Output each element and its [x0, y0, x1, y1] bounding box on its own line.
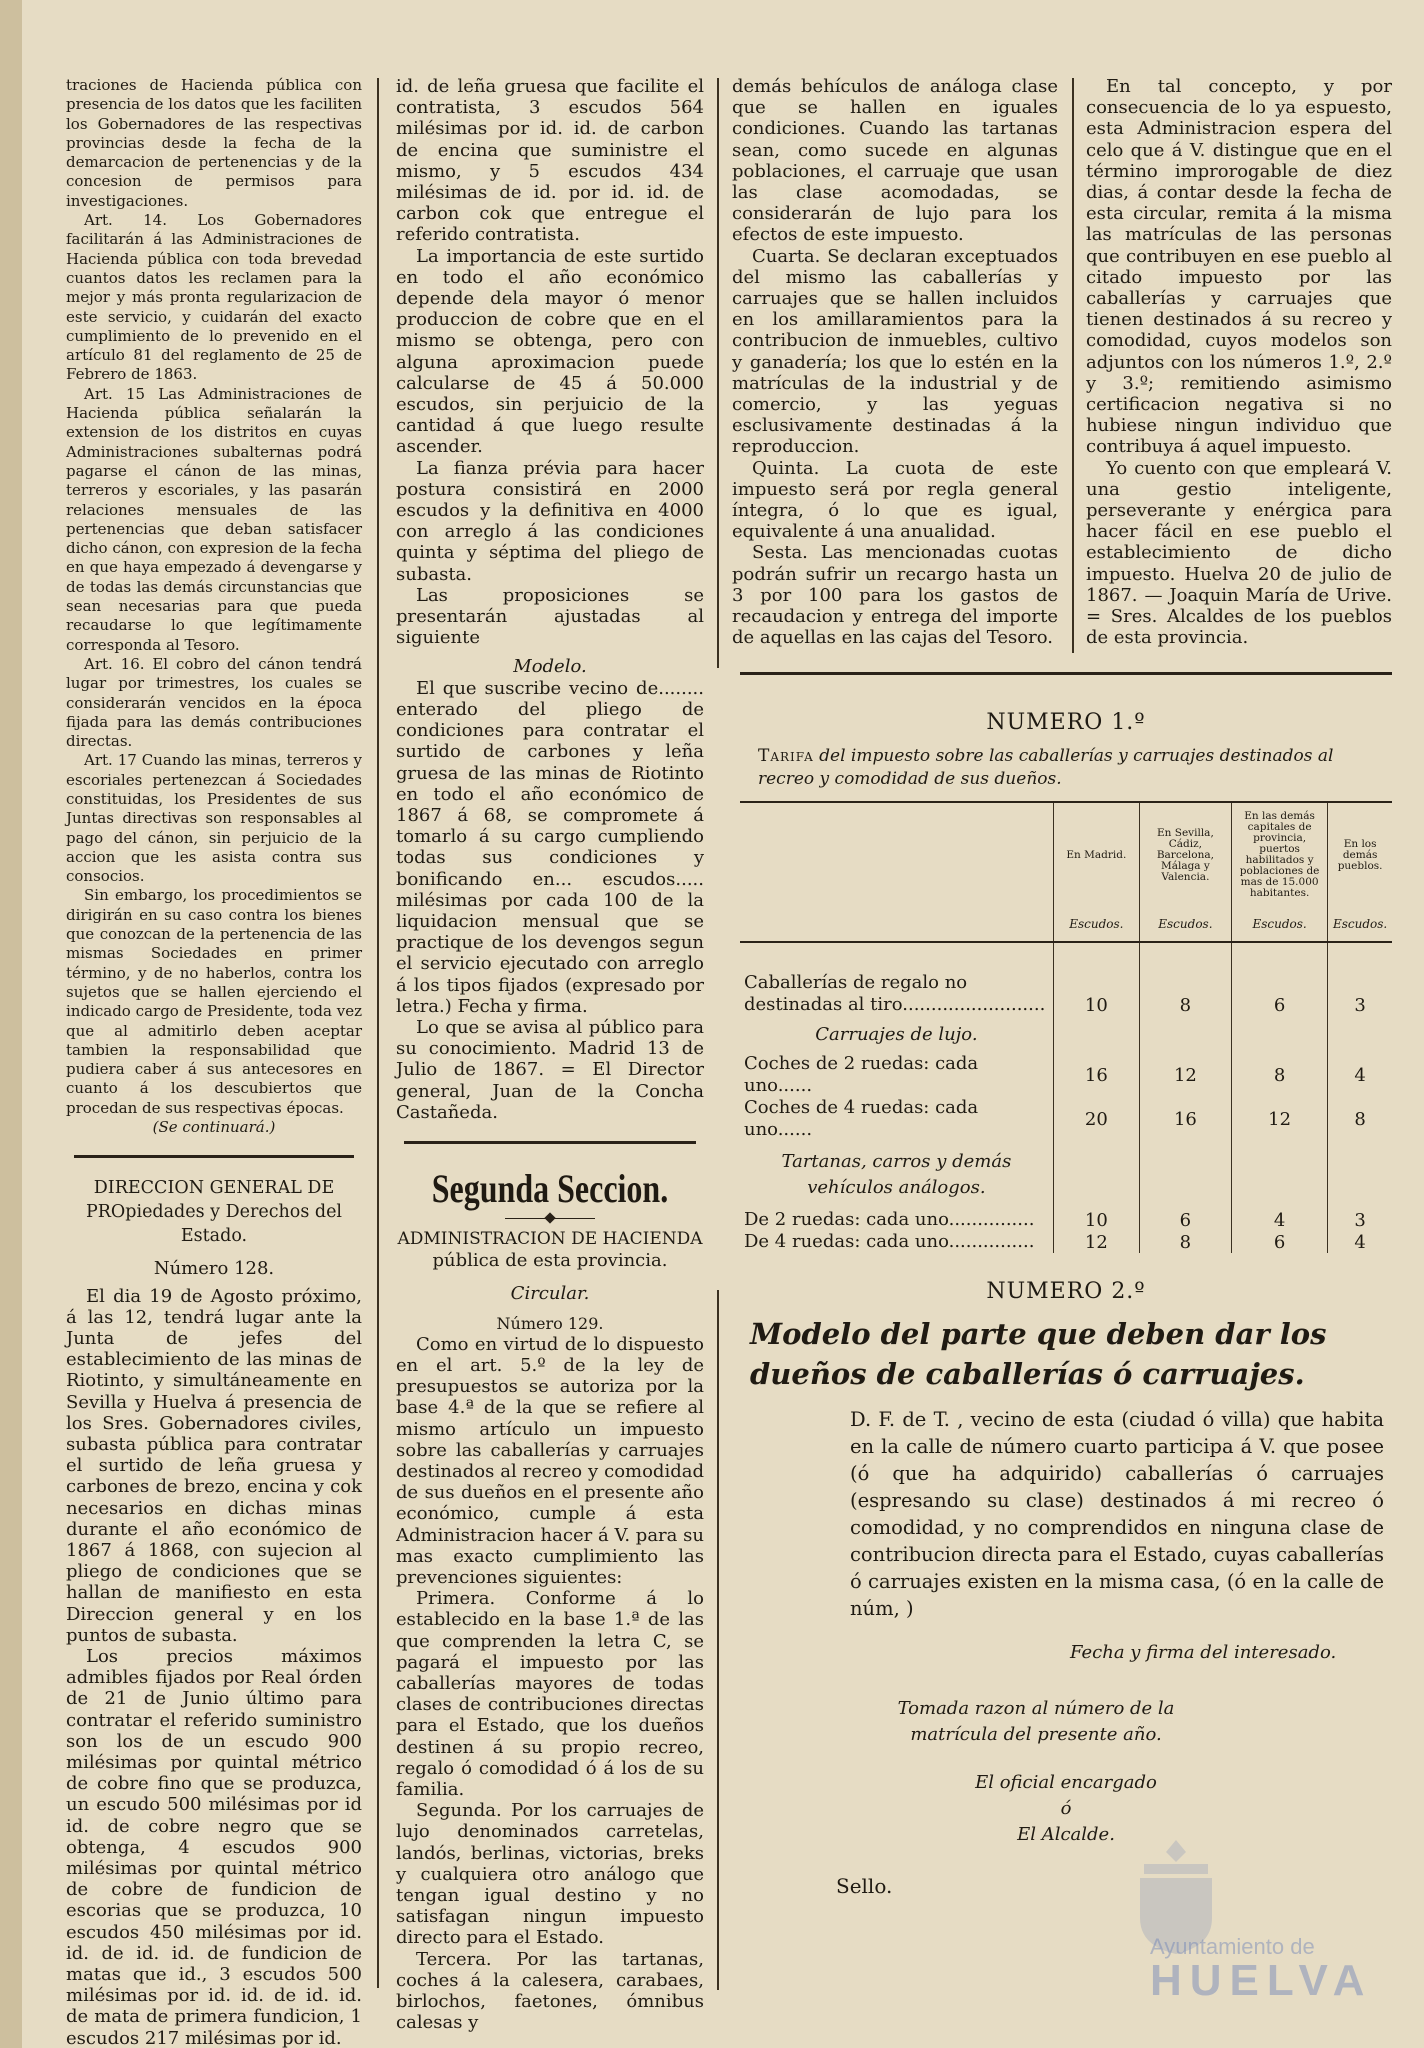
- unit-header: Escudos.: [1231, 907, 1327, 942]
- table-cell: 3: [1328, 972, 1392, 1016]
- table-cell: 8: [1139, 1231, 1231, 1253]
- numero-2-title: Modelo del parte que deben dar los dueños de caballerías ó carruajes.: [750, 1317, 1327, 1391]
- tarifa-word: Tarifa: [758, 746, 814, 766]
- block-divider: [740, 672, 1392, 675]
- or-line: ó: [1060, 1798, 1072, 1819]
- unit-header: Escudos.: [1328, 907, 1392, 942]
- article-14: Art. 14. Los Gobernadores facilitarán á las Administraciones de Hacienda pública con toda brevedad cuantos datos les reclamen para la mejor y más pronta regularizacion de este servicio, y cuidarán del exacto cumplimiento de lo prevenido en el artículo 81 del reglamento de 25 de Febrero de 1863.: [66, 211, 362, 384]
- table-cell: 6: [1231, 1231, 1327, 1253]
- notice-number: Número 129.: [496, 1313, 604, 1333]
- table-row: [740, 1231, 1392, 1253]
- paragraph: Sesta. Las mencionadas cuotas podrán sufrir un recargo hasta un 3 por 100 para los gastos de recaudacion y entrega del importe de aquellas en las cajas del Tesoro.: [732, 542, 1058, 649]
- row-label: Caballerías de regalo no destinadas al tiro.........................: [744, 972, 1046, 1015]
- table-cell: 12: [1139, 1053, 1231, 1097]
- table-corner: [740, 802, 1053, 907]
- paragraph: Lo que se avisa al público para su conocimiento. Madrid 13 de Julio de 1867. = El Director general, Juan de la Concha Castañeda.: [396, 1016, 704, 1123]
- continuation-note: (Se continuará.): [152, 1118, 276, 1137]
- paragraph: Quinta. La cuota de este impuesto será por regla general íntegra, ó lo que es igual, equivalente á una anualidad.: [732, 457, 1058, 543]
- column-header: En Madrid.: [1053, 802, 1139, 907]
- table-cell: 10: [1053, 1209, 1139, 1231]
- mayor-line: El Alcalde.: [1017, 1824, 1115, 1845]
- table-cell: 20: [1053, 1097, 1139, 1141]
- table-row: [740, 972, 1392, 1016]
- table-cell: 12: [1231, 1097, 1327, 1141]
- paragraph: La importancia de este surtido en todo el año económico depende dela mayor ó menor produccion de cobre que en el mismo se obtenga, pero con alguna aproximacion puede calcularse de 45 á 50.000 escudos, sin perjuicio de la cantidad á que luego resulte ascender.: [396, 245, 704, 458]
- unit-header: Escudos.: [1139, 907, 1231, 942]
- table-cell: 12: [1053, 1231, 1139, 1253]
- table-corner: [740, 907, 1053, 942]
- table-cell: 8: [1231, 1053, 1327, 1097]
- registry-note: Tomada razon al número de la matrícula del presente año.: [897, 1698, 1175, 1745]
- table-row: [740, 1097, 1392, 1141]
- official-line: El oficial encargado: [975, 1772, 1157, 1793]
- page-edge: [0, 0, 22, 2048]
- numero-2-heading: NUMERO 2.º: [986, 1279, 1146, 1304]
- paragraph: Primera. Conforme á lo establecido en la base 1.ª de las que comprenden la letra C, se pagará el impuesto por las caballerías mayores de todas clases de contribuciones directas para el Estado, que los dueños destinen á su propio recreo, regalo ó comodidad ó á los de su familia.: [396, 1588, 704, 1801]
- column-header: En Sevilla, Cádiz, Barcelona, Málaga y Valencia.: [1139, 802, 1231, 907]
- paragraph: demás behículos de análoga clase que se hallen en iguales condiciones. Cuando las tartanas sean, como sucede en algunas poblaciones, el carruaje que usan las clase acomodadas, se considerarán de lujo para los efectos de este impuesto.: [732, 76, 1058, 246]
- paragraph: Yo cuento con que empleará V. una gestio inteligente, perseverante y enérgica para hacer fácil en ese pueblo el establecimiento de dicho impuesto. Huelva 20 de julio de 1867. — Joaquin María de Urive. = Sres. Alcaldes de los pueblos de esta provincia.: [1086, 457, 1392, 649]
- row-label: Coches de 2 ruedas: cada uno......: [744, 1053, 979, 1096]
- admin-subheading: pública de esta provincia.: [432, 1250, 668, 1272]
- tarifa-table: [740, 801, 1392, 1253]
- paragraph: Tercera. Por las tartanas, coches á la calesera, carabaes, birlochos, faetones, ómnibus calesas y: [396, 1948, 704, 2034]
- numero-1-heading: NUMERO 1.º: [986, 710, 1146, 735]
- paragraph: Las proposiciones se presentarán ajustadas al siguiente: [396, 584, 704, 649]
- numero-1-block: [740, 692, 1392, 1898]
- table-cell: 8: [1139, 972, 1231, 1016]
- paragraph: id. de leña gruesa que facilite el contratista, 3 escudos 564 milésimas por id. id. de carbon de encina que suministre el mismo, y 5 escudos 434 milésimas de id. por id. id. de carbon cok que entregue el referido contratista.: [396, 76, 704, 246]
- ornament-rule: [505, 1218, 595, 1223]
- section-heading: DIRECCION GENERAL DE PROpiedades y Derechos del Estado.: [85, 1178, 343, 1247]
- table-cell: 3: [1328, 1209, 1392, 1231]
- paragraph: Sin embargo, los procedimientos se dirigirán en su caso contra los bienes que conozcan de la pertenencia de las mismas Sociedades en primer término, y de no haberlos, contra los sujetos que se hallen ejerciendo el indicado cargo de Presidente, toda vez que al admitirlo deben aceptar tambien la responsabilidad que pudiera caber á sus antecesores en cuanto á los descubiertos que procedan de sus respectivas épocas.: [66, 886, 362, 1117]
- watermark-line-2: HUELVA: [1150, 1956, 1373, 2005]
- table-cell: 4: [1231, 1209, 1327, 1231]
- paragraph: traciones de Hacienda pública con presencia de los datos que les faciliten los Gobernadores de las respectivas provincias desde la fecha de la demarcacion de pertenencias y de la concesion de permisos para investigaciones.: [66, 76, 362, 210]
- table-cell: 6: [1139, 1209, 1231, 1231]
- watermark-line-1: Ayuntamiento de: [1150, 1934, 1315, 1959]
- row-label: De 2 ruedas: cada uno...............: [744, 1209, 1035, 1230]
- section-divider: [404, 1141, 696, 1144]
- table-row: [740, 1053, 1392, 1097]
- paragraph: El que suscribe vecino de........ enterado del pliego de condiciones para contratar el surtido de carbones y leña gruesa de las minas de Riotinto en todo el año económico de 1867 á 68, se compromete á tomarlo á su cargo cumpliendo todas sus condiciones y bonificando en... escudos..... milésimas por cada 100 de la liquidacion mensual que se practique de los devengos segun el servicio ejecutado con arreglo á los tipos fijados (expresado por letra.) Fecha y firma.: [396, 677, 704, 1017]
- table-cell: 4: [1328, 1053, 1392, 1097]
- column-4: [1086, 76, 1392, 648]
- row-label: Coches de 4 ruedas: cada uno......: [744, 1097, 979, 1140]
- section-title: Segunda Seccion.: [431, 1165, 669, 1211]
- column-rule: [1072, 78, 1074, 653]
- seal-label: Sello.: [836, 1874, 893, 1898]
- tarifa-caption: [740, 745, 1392, 791]
- notice-number: Número 128.: [153, 1258, 275, 1280]
- paragraph: Cuarta. Se declaran exceptuados del mismo las caballerías y carruajes que se hallen incluidos en los amillaramientos para la contribucion de inmuebles, cultivo y ganadería; los que lo estén en la matrículas de la industrial y de comercio, y las yeguas esclusivamente destinadas á la reproduccion.: [732, 245, 1058, 458]
- row-section-label: Carruajes de lujo.: [815, 1024, 978, 1045]
- column-header: En las demás capitales de provincia, puertos habilitados y poblaciones de mas de 15.000 habitantes.: [1231, 802, 1327, 907]
- paragraph: Como en virtud de lo dispuesto en el art. 5.º de la ley de presupuestos se autoriza por la base 4.ª de la que se refiere al mismo artículo un impuesto sobre las caballerías y carruajes destinados al recreo y comodidad de sus dueños en el presente año económico, cumple á esta Administracion hacer á V. para su mas exacto cumplimiento las prevenciones siguientes:: [396, 1333, 704, 1588]
- model-heading: Modelo.: [513, 656, 587, 678]
- column-rule: [377, 78, 379, 1988]
- article-17: Art. 17 Cuando las minas, terreros y escoriales pertenezcan á Sociedades constituidas, los Presidentes de sus Juntas directivas son responsables al pago del cánon, sin perjuicio de la accion que les asista contra sus consocios.: [66, 751, 362, 886]
- admin-heading: ADMINISTRACION DE HACIENDA: [397, 1228, 703, 1249]
- article-15: Art. 15 Las Administraciones de Hacienda pública señalarán la extension de los distritos en cuyas Administraciones subalternas podrá pagarse el cánon de las minas, terreros y escoriales, y las pasarán relaciones mensuales de las pertenencias que deban satisfacer dicho cánon, con expresion de la fecha en que haya empezado á devengarse y de todas las demás circunstancias que sean necesarias para que pueda recaudarse lo que legítimamente corresponda al Tesoro.: [66, 384, 362, 654]
- column-2: [396, 76, 704, 2033]
- paragraph: Los precios máximos admibles fijados por Real órden de 21 de Junio último para contratar el referido suministro son los de un escudo 900 milésimas por quintal métrico de cobre fino que se produzca, un escudo 500 milésimas por id id. de cobre negro que se obtenga, 4 escudos 900 milésimas por quintal métrico de cobre de fundicion de escorias que se produzca, 10 escudos 450 milésimas por id. id. de id. id. de fundicion de matas que id., 3 escudos 500 milésimas por id. id. de id. id. de mata de primera fundicion, 1 escudos 217 milésimas por id.: [66, 1645, 362, 2048]
- table-section-row: [740, 1141, 1392, 1209]
- paragraph: La fianza prévia para hacer postura consistirá en 2000 escudos y la definitiva en 4000 con arreglo á las condiciones quinta y séptima del pliego de subasta.: [396, 457, 704, 585]
- numero-2-body: D. F. de T. , vecino de esta (ciudad ó villa) que habita en la calle de número cuarto participa á V. que posee (ó que ha adquirido) caballerías ó carruajes (espresando su clase) destinados á mi recreo ó comodidad, y no comprendidos en ninguna clase de contribucion directa para el Estado, cuyas caballerías ó carruajes existen en la misma casa, (ó en la calle de núm, ): [850, 1408, 1384, 1620]
- table-cell: 4: [1328, 1231, 1392, 1253]
- circular-heading: Circular.: [510, 1283, 590, 1305]
- row-label: De 4 ruedas: cada uno...............: [744, 1231, 1035, 1252]
- column-header: En los demás pueblos.: [1328, 802, 1392, 907]
- column-1: [66, 76, 362, 2048]
- table-cell: 10: [1053, 972, 1139, 1016]
- signature-line: Fecha y firma del interesado.: [1070, 1642, 1337, 1663]
- table-row: [740, 1209, 1392, 1231]
- table-section-row: [740, 1016, 1392, 1053]
- paragraph: Segunda. Por los carruajes de lujo denominados carretelas, landós, berlinas, victorias, breks y cualquiera otro análogo que tengan igual destino y no satisfagan ningun impuesto directo para el Estado.: [396, 1800, 704, 1949]
- table-cell: 16: [1139, 1097, 1231, 1141]
- table-cell: 8: [1328, 1097, 1392, 1141]
- paragraph: En tal concepto, y por consecuencia de lo ya espuesto, esta Administracion espera del celo que á V. distingue que en el término improrogable de diez dias, á contar desde la fecha de esta circular, remita á la misma las matrículas de las personas que contribuyen en ese pueblo al citado impuesto por las caballerías y carruajes que tienen destinados á su recreo y comodidad, cuyos modelos son adjuntos con los números 1.º, 2.º y 3.º; remitiendo asimismo certificacion negativa si no hubiese ningun individuo que contribuya á aquel impuesto.: [1086, 76, 1392, 458]
- table-cell: 16: [1053, 1053, 1139, 1097]
- column-rule: [717, 78, 719, 668]
- column-3: [732, 76, 1058, 648]
- tarifa-text: del impuesto sobre las caballerías y carruajes destinados al recreo y comodidad de sus dueños.: [758, 746, 1334, 789]
- unit-header: Escudos.: [1053, 907, 1139, 942]
- column-rule: [717, 1290, 719, 1990]
- paragraph: El dia 19 de Agosto próximo, á las 12, tendrá lugar ante la Junta de jefes del establecimiento de las minas de Riotinto, y simultáneamente en Sevilla y Huelva á presencia de los Sres. Gobernadores civiles, subasta pública para contratar el surtido de leña gruesa y carbones de brezo, encina y cok necesarios en dichas minas durante el año económico de 1867 á 1868, con sujecion al pliego de condiciones que se hallan de manifiesto en esta Direccion general y en los puntos de subasta.: [66, 1285, 362, 1646]
- row-section-label: Tartanas, carros y demás vehículos análogos.: [781, 1151, 1012, 1198]
- small-type-block: [66, 76, 362, 1137]
- table-cell: 6: [1231, 972, 1327, 1016]
- article-16: Art. 16. El cobro del cánon tendrá lugar por trimestres, los cuales se considerarán vencidos en la época fijada para las demás contribuciones directas.: [66, 654, 362, 751]
- section-divider: [74, 1155, 354, 1158]
